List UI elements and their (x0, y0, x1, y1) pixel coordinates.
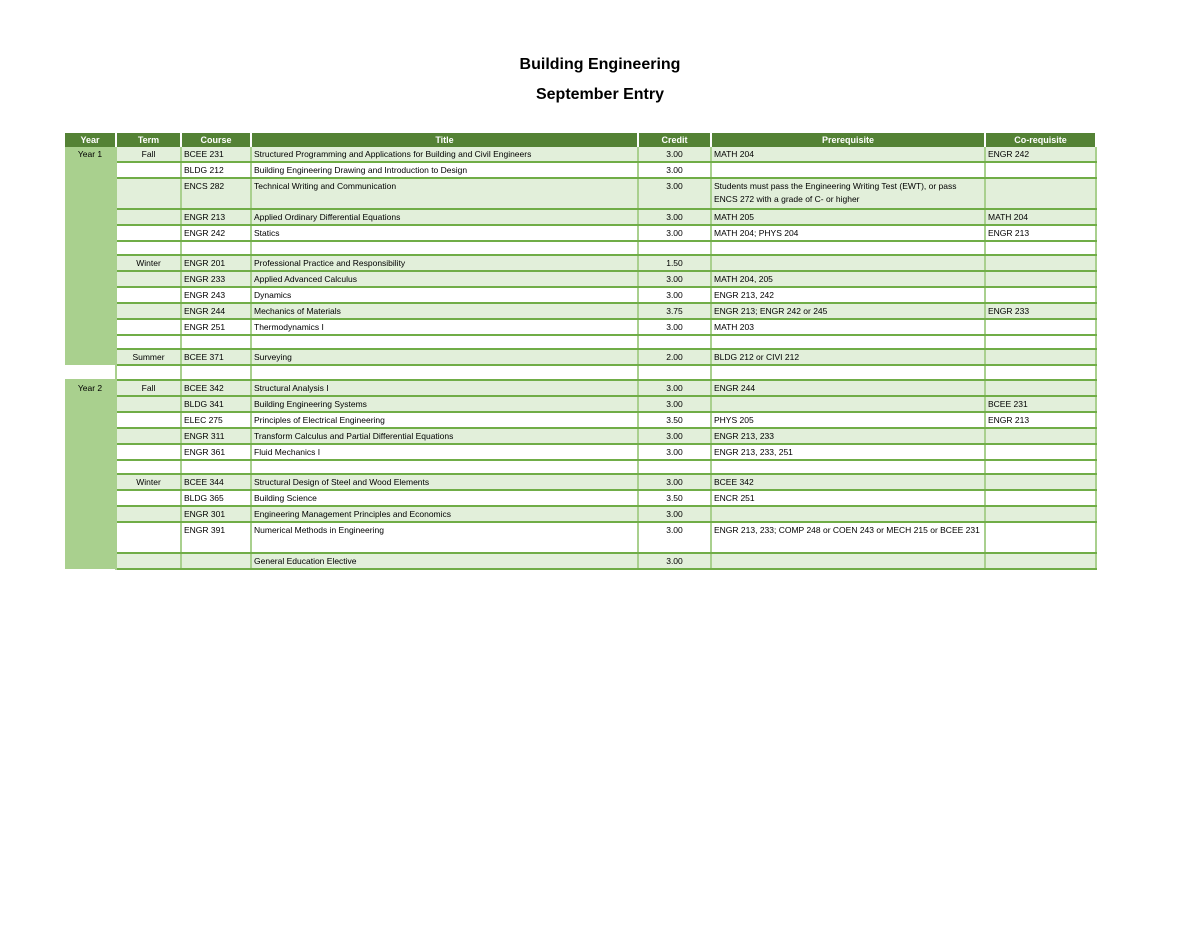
term-cell (116, 319, 181, 335)
course-title: Mechanics of Materials (251, 303, 638, 319)
year-cell (65, 303, 116, 319)
course-title: Principles of Electrical Engineering (251, 412, 638, 428)
term-cell (116, 412, 181, 428)
term-cell: Fall (116, 147, 181, 162)
corequisite (985, 553, 1096, 569)
table-row (65, 428, 1096, 444)
course-code: ENGR 242 (181, 225, 251, 241)
corequisite (985, 349, 1096, 365)
prerequisite (711, 241, 985, 255)
course-code: ENGR 233 (181, 271, 251, 287)
course-title: Dynamics (251, 287, 638, 303)
year-cell (65, 428, 116, 444)
corequisite: ENGR 213 (985, 412, 1096, 428)
year-cell (65, 412, 116, 428)
prerequisite (711, 396, 985, 412)
corequisite (985, 490, 1096, 506)
term-cell (116, 444, 181, 460)
term-cell (116, 209, 181, 225)
table-row (65, 162, 1096, 178)
credit-value (638, 365, 711, 380)
table-row (65, 380, 1096, 396)
prerequisite: ENGR 213, 233; COMP 248 or COEN 243 or MECH 215 or BCEE 231 (711, 522, 985, 553)
course-code: ENGR 251 (181, 319, 251, 335)
prerequisite: MATH 203 (711, 319, 985, 335)
table-row (65, 522, 1096, 553)
col-corequisite: Co-requisite (985, 133, 1096, 147)
col-credit: Credit (638, 133, 711, 147)
table-row (65, 178, 1096, 209)
table-row (65, 490, 1096, 506)
course-title: Engineering Management Principles and Economics (251, 506, 638, 522)
col-title: Title (251, 133, 638, 147)
course-code: ENGR 361 (181, 444, 251, 460)
course-code: BCEE 371 (181, 349, 251, 365)
col-prerequisite: Prerequisite (711, 133, 985, 147)
term-cell (116, 287, 181, 303)
table-row (65, 412, 1096, 428)
corequisite (985, 506, 1096, 522)
year-cell (65, 335, 116, 349)
course-title (251, 241, 638, 255)
corequisite (985, 271, 1096, 287)
col-term: Term (116, 133, 181, 147)
course-title (251, 335, 638, 349)
year-cell (65, 444, 116, 460)
year-cell (65, 255, 116, 271)
prerequisite: MATH 204, 205 (711, 271, 985, 287)
table-row (65, 365, 1096, 380)
course-title: Structured Programming and Applications for Building and Civil Engineers (251, 147, 638, 162)
course-title (251, 460, 638, 474)
course-code: BLDG 365 (181, 490, 251, 506)
corequisite (985, 287, 1096, 303)
prerequisite (711, 162, 985, 178)
corequisite (985, 522, 1096, 553)
year-cell (65, 271, 116, 287)
course-code: ENGR 243 (181, 287, 251, 303)
prerequisite: ENGR 213; ENGR 242 or 245 (711, 303, 985, 319)
credit-value: 3.00 (638, 147, 711, 162)
prerequisite (711, 365, 985, 380)
term-cell (116, 460, 181, 474)
course-code (181, 460, 251, 474)
year-cell (65, 396, 116, 412)
course-code: BCEE 344 (181, 474, 251, 490)
col-course: Course (181, 133, 251, 147)
course-title: Fluid Mechanics I (251, 444, 638, 460)
term-cell (116, 365, 181, 380)
term-cell (116, 506, 181, 522)
year-cell (65, 365, 116, 380)
prerequisite: MATH 204; PHYS 204 (711, 225, 985, 241)
year-cell (65, 319, 116, 335)
term-cell: Winter (116, 255, 181, 271)
table-row (65, 444, 1096, 460)
credit-value: 3.00 (638, 209, 711, 225)
page-title: Building Engineering (519, 56, 681, 73)
course-title: Applied Ordinary Differential Equations (251, 209, 638, 225)
credit-value: 3.00 (638, 225, 711, 241)
year-cell (65, 162, 116, 178)
credit-value: 3.00 (638, 287, 711, 303)
year-cell (65, 209, 116, 225)
course-code: ENCS 282 (181, 178, 251, 209)
prerequisite (711, 255, 985, 271)
course-code: ENGR 391 (181, 522, 251, 553)
prerequisite: ENGR 213, 233 (711, 428, 985, 444)
course-code: BLDG 341 (181, 396, 251, 412)
year-cell (65, 553, 116, 569)
year-cell (65, 522, 116, 553)
credit-value: 3.00 (638, 522, 711, 553)
prerequisite: BCEE 342 (711, 474, 985, 490)
course-title: Surveying (251, 349, 638, 365)
prerequisite: PHYS 205 (711, 412, 985, 428)
course-code: ENGR 213 (181, 209, 251, 225)
course-code: ENGR 201 (181, 255, 251, 271)
table-row (65, 225, 1096, 241)
course-code (181, 365, 251, 380)
course-code (181, 241, 251, 255)
term-cell (116, 490, 181, 506)
prerequisite: ENGR 213, 233, 251 (711, 444, 985, 460)
corequisite (985, 460, 1096, 474)
credit-value: 3.00 (638, 474, 711, 490)
corequisite (985, 255, 1096, 271)
course-title: Thermodynamics I (251, 319, 638, 335)
credit-value: 3.00 (638, 178, 711, 209)
term-cell (116, 178, 181, 209)
course-title: Professional Practice and Responsibility (251, 255, 638, 271)
prerequisite (711, 506, 985, 522)
credit-value: 3.00 (638, 271, 711, 287)
prerequisite: MATH 205 (711, 209, 985, 225)
credit-value: 3.00 (638, 506, 711, 522)
corequisite (985, 428, 1096, 444)
col-year: Year (65, 133, 116, 147)
course-table (65, 133, 1097, 570)
course-title (251, 365, 638, 380)
course-title: Structural Analysis I (251, 380, 638, 396)
table-row (65, 553, 1096, 569)
term-cell (116, 271, 181, 287)
year-cell (65, 178, 116, 209)
prerequisite: MATH 204 (711, 147, 985, 162)
course-title: Building Engineering Drawing and Introduction to Design (251, 162, 638, 178)
credit-value: 3.00 (638, 162, 711, 178)
term-cell: Fall (116, 380, 181, 396)
prerequisite (711, 460, 985, 474)
term-cell: Summer (116, 349, 181, 365)
year-cell (65, 460, 116, 474)
credit-value (638, 335, 711, 349)
course-code (181, 553, 251, 569)
corequisite (985, 178, 1096, 209)
credit-value (638, 241, 711, 255)
credit-value: 2.00 (638, 349, 711, 365)
credit-value: 3.50 (638, 412, 711, 428)
table-row (65, 255, 1096, 271)
year-cell (65, 287, 116, 303)
corequisite: MATH 204 (985, 209, 1096, 225)
course-code: ELEC 275 (181, 412, 251, 428)
table-row (65, 396, 1096, 412)
credit-value: 3.00 (638, 319, 711, 335)
prerequisite: ENGR 213, 242 (711, 287, 985, 303)
term-cell (116, 428, 181, 444)
table-row (65, 335, 1096, 349)
prerequisite: Students must pass the Engineering Writing Test (EWT), or pass ENCS 272 with a grade of C- or higher (711, 178, 985, 209)
term-cell (116, 396, 181, 412)
credit-value (638, 460, 711, 474)
term-cell (116, 162, 181, 178)
table-header-row (65, 133, 1096, 147)
table-row (65, 271, 1096, 287)
table-row (65, 506, 1096, 522)
corequisite: ENGR 213 (985, 225, 1096, 241)
course-code: ENGR 311 (181, 428, 251, 444)
corequisite: ENGR 233 (985, 303, 1096, 319)
corequisite (985, 474, 1096, 490)
corequisite (985, 335, 1096, 349)
credit-value: 1.50 (638, 255, 711, 271)
course-title: Applied Advanced Calculus (251, 271, 638, 287)
prerequisite: ENGR 244 (711, 380, 985, 396)
table-row (65, 349, 1096, 365)
table-row (65, 460, 1096, 474)
credit-value: 3.00 (638, 380, 711, 396)
term-cell (116, 522, 181, 553)
year-cell: Year 1 (65, 147, 116, 162)
course-code: BCEE 231 (181, 147, 251, 162)
term-cell (116, 303, 181, 319)
page-subtitle: September Entry (535, 86, 665, 103)
table-row (65, 147, 1096, 162)
course-code: BLDG 212 (181, 162, 251, 178)
course-code (181, 335, 251, 349)
credit-value: 3.75 (638, 303, 711, 319)
year-cell (65, 241, 116, 255)
prerequisite (711, 553, 985, 569)
prerequisite (711, 335, 985, 349)
credit-value: 3.00 (638, 553, 711, 569)
credit-value: 3.00 (638, 444, 711, 460)
corequisite (985, 380, 1096, 396)
course-title: Technical Writing and Communication (251, 178, 638, 209)
course-code: BCEE 342 (181, 380, 251, 396)
year-cell (65, 225, 116, 241)
course-title: General Education Elective (251, 553, 638, 569)
credit-value: 3.50 (638, 490, 711, 506)
term-cell (116, 335, 181, 349)
corequisite (985, 162, 1096, 178)
table-row (65, 303, 1096, 319)
table-row (65, 319, 1096, 335)
table-row (65, 287, 1096, 303)
corequisite (985, 365, 1096, 380)
course-code: ENGR 301 (181, 506, 251, 522)
table-row (65, 241, 1096, 255)
corequisite (985, 444, 1096, 460)
credit-value: 3.00 (638, 396, 711, 412)
term-cell (116, 553, 181, 569)
course-title: Statics (251, 225, 638, 241)
course-title: Numerical Methods in Engineering (251, 522, 638, 553)
course-title: Building Engineering Systems (251, 396, 638, 412)
term-cell (116, 241, 181, 255)
corequisite (985, 241, 1096, 255)
credit-value: 3.00 (638, 428, 711, 444)
corequisite: ENGR 242 (985, 147, 1096, 162)
year-cell (65, 490, 116, 506)
course-title: Transform Calculus and Partial Differential Equations (251, 428, 638, 444)
course-code: ENGR 244 (181, 303, 251, 319)
year-cell (65, 506, 116, 522)
course-title: Structural Design of Steel and Wood Elements (251, 474, 638, 490)
year-cell (65, 474, 116, 490)
term-cell (116, 225, 181, 241)
corequisite (985, 319, 1096, 335)
table-row (65, 474, 1096, 490)
corequisite: BCEE 231 (985, 396, 1096, 412)
table-row (65, 209, 1096, 225)
year-cell: Year 2 (65, 380, 116, 396)
prerequisite: BLDG 212 or CIVI 212 (711, 349, 985, 365)
year-cell (65, 349, 116, 365)
term-cell: Winter (116, 474, 181, 490)
prerequisite: ENCR 251 (711, 490, 985, 506)
course-title: Building Science (251, 490, 638, 506)
